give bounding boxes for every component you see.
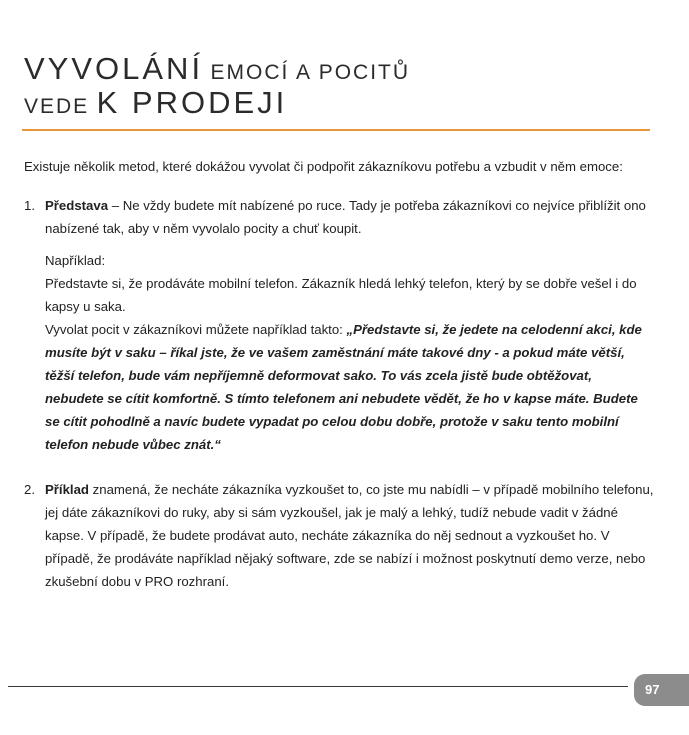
- title-word-3: VEDE: [24, 95, 90, 118]
- title-words-4: K PRODEJI: [96, 85, 288, 120]
- page-number-badge: [634, 674, 689, 706]
- method-term: Představa: [45, 198, 109, 213]
- example-block: [45, 249, 654, 456]
- list-item: [24, 478, 654, 593]
- methods-list: [24, 194, 654, 593]
- example-quote: „Představte si, že jedete na celodenní akci, kde musíte být v saku – říkal jste, že ve vašem zaměstnání máte takové dny - a pokud máte větší, těžší telefon, bude vám nepříjemně deformovat sako. To vás zcela jistě bude obtěžovat, nebudete se cítit komfortně. S tímto telefonem ani nebudete vědět, že ho v kapse máte. Budete se cítit pohodlně a navíc budete vypadat po celou dobu dobře, protože v saku tento mobilní telefon nebude vůbec znát.“: [45, 322, 642, 452]
- method-text: – Ne vždy budete mít nabízené po ruce. Tady je potřeba zákazníkovi co nejvíce přiblížit ono nabízené tak, aby v něm vyvolalo pocity a chuť koupit.: [45, 198, 646, 236]
- example-text: Představte si, že prodáváte mobilní telefon. Zákazník hledá lehký telefon, který by se dobře vešel i do kapsy u saka.: [45, 276, 637, 314]
- title-underline: [22, 129, 650, 131]
- title-words-2: EMOCÍ A POCITŮ: [210, 61, 411, 84]
- method-text: znamená, že necháte zákazníka vyzkoušet to, co jste mu nabídli – v případě mobilního telefonu, jej dáte zákazníkovi do ruky, aby si sám vyzkoušel, jak je malý a lehký, tudíž nebude vadit v žádné kapse. V případě, že budete prodávat auto, necháte zákazníka do něj sednout a vyzkoušet ho. V případě, že prodáváte například nějaký software, zde se nabízí i možnost poskytnutí demo verze, nebo zkušební dobu v PRO rozhraní.: [45, 482, 654, 589]
- example-lead: Vyvolat pocit v zákazníkovi můžete například takto:: [45, 322, 347, 337]
- intro-paragraph: Existuje několik metod, které dokážou vyvolat či podpořit zákazníkovu potřebu a vzbudit v něm emoce:: [24, 159, 623, 174]
- page-number: 97: [645, 682, 660, 697]
- page-title: [24, 52, 650, 120]
- list-number: 1.: [24, 198, 35, 213]
- title-word-1: VYVOLÁNÍ: [24, 51, 204, 86]
- example-pitch: [45, 318, 654, 456]
- method-description: [45, 478, 654, 593]
- footer-divider: [8, 686, 628, 687]
- method-description: [45, 194, 654, 240]
- body-content: [24, 150, 654, 593]
- method-term: Příklad: [45, 482, 89, 497]
- list-item: [24, 194, 654, 456]
- list-number: 2.: [24, 482, 35, 497]
- example-label: Například:: [45, 253, 106, 268]
